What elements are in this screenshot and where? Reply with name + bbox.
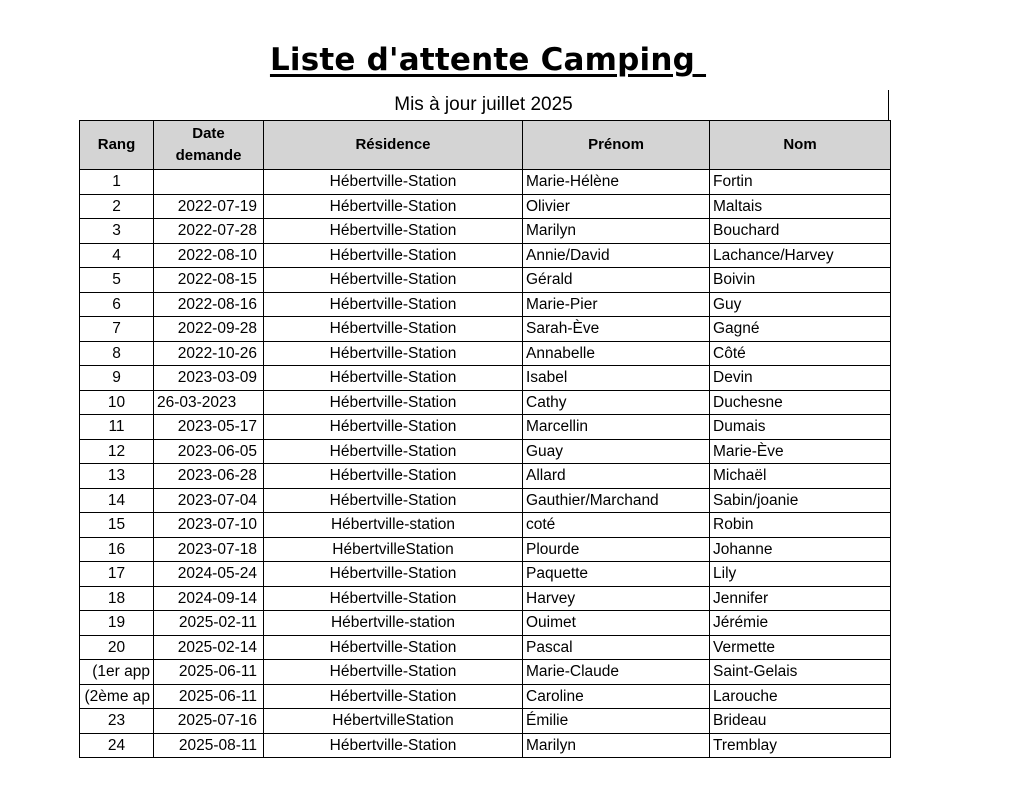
table-row [80, 317, 891, 342]
rang-cell: 8 [80, 341, 154, 366]
residence-cell: Hébertville-Station [264, 660, 523, 685]
prenom-cell: Olivier [523, 194, 710, 219]
date-cell: 26-03-2023 [154, 390, 264, 415]
prenom-cell: Caroline [523, 684, 710, 709]
nom-cell: Larouche [710, 684, 891, 709]
nom-cell: Saint-Gelais [710, 660, 891, 685]
table-row [80, 562, 891, 587]
rang-cell: (1er app [80, 660, 154, 685]
rang-cell: 3 [80, 219, 154, 244]
residence-cell: Hébertville-station [264, 513, 523, 538]
table-row [80, 292, 891, 317]
waitlist-table [79, 120, 891, 758]
rang-cell: 19 [80, 611, 154, 636]
date-cell: 2025-02-11 [154, 611, 264, 636]
table-row [80, 660, 891, 685]
prenom-cell: Marie-Hélène [523, 170, 710, 195]
residence-cell: Hébertville-Station [264, 243, 523, 268]
residence-cell: Hébertville-Station [264, 341, 523, 366]
residence-cell: Hébertville-Station [264, 170, 523, 195]
residence-cell: Hébertville-Station [264, 684, 523, 709]
rang-cell: 9 [80, 366, 154, 391]
table-header-row [80, 121, 891, 170]
residence-cell: Hébertville-Station [264, 733, 523, 758]
prenom-cell: Sarah-Ève [523, 317, 710, 342]
residence-cell: Hébertville-Station [264, 439, 523, 464]
table-row [80, 415, 891, 440]
date-cell: 2025-06-11 [154, 660, 264, 685]
prenom-cell: Émilie [523, 709, 710, 734]
rang-cell: 7 [80, 317, 154, 342]
residence-cell: Hébertville-Station [264, 488, 523, 513]
nom-cell: Guy [710, 292, 891, 317]
nom-cell: Maltais [710, 194, 891, 219]
table-row [80, 390, 891, 415]
date-cell: 2024-09-14 [154, 586, 264, 611]
rang-cell: 6 [80, 292, 154, 317]
rang-cell: 5 [80, 268, 154, 293]
table-row [80, 194, 891, 219]
nom-cell: Jennifer [710, 586, 891, 611]
date-cell: 2022-09-28 [154, 317, 264, 342]
nom-cell: Michaël [710, 464, 891, 489]
date-cell: 2023-06-28 [154, 464, 264, 489]
rang-cell: 13 [80, 464, 154, 489]
rang-cell: 1 [80, 170, 154, 195]
table-row [80, 586, 891, 611]
date-cell: 2025-06-11 [154, 684, 264, 709]
prenom-cell: Marilyn [523, 219, 710, 244]
nom-cell: Tremblay [710, 733, 891, 758]
date-cell: 2023-07-18 [154, 537, 264, 562]
prenom-cell: Plourde [523, 537, 710, 562]
page-title-text: Liste d'attente Camping [269, 42, 707, 78]
prenom-cell: Marie-Pier [523, 292, 710, 317]
date-cell: 2025-08-11 [154, 733, 264, 758]
nom-cell: Robin [710, 513, 891, 538]
table-row [80, 537, 891, 562]
date-cell [154, 170, 264, 195]
prenom-cell: Annabelle [523, 341, 710, 366]
residence-cell: Hébertville-Station [264, 635, 523, 660]
date-cell: 2023-07-10 [154, 513, 264, 538]
header-residence: Résidence [264, 121, 523, 170]
table-row [80, 170, 891, 195]
residence-cell: Hébertville-Station [264, 292, 523, 317]
nom-cell: Lachance/Harvey [710, 243, 891, 268]
date-cell: 2025-02-14 [154, 635, 264, 660]
prenom-cell: Pascal [523, 635, 710, 660]
rang-cell: (2ème ap [80, 684, 154, 709]
rang-cell: 10 [80, 390, 154, 415]
date-cell: 2025-07-16 [154, 709, 264, 734]
header-date [154, 121, 264, 170]
nom-cell: Dumais [710, 415, 891, 440]
residence-cell: Hébertville-Station [264, 219, 523, 244]
header-date-line2: demande [175, 147, 242, 164]
date-cell: 2023-07-04 [154, 488, 264, 513]
nom-cell: Côté [710, 341, 891, 366]
date-cell: 2022-08-10 [154, 243, 264, 268]
rang-cell: 15 [80, 513, 154, 538]
prenom-cell: Gauthier/Marchand [523, 488, 710, 513]
prenom-cell: Ouimet [523, 611, 710, 636]
rang-cell: 4 [80, 243, 154, 268]
nom-cell: Bouchard [710, 219, 891, 244]
prenom-cell: Paquette [523, 562, 710, 587]
header-date-line1: Date [192, 125, 225, 142]
date-cell: 2022-07-28 [154, 219, 264, 244]
date-cell: 2022-08-15 [154, 268, 264, 293]
rang-cell: 23 [80, 709, 154, 734]
table-row [80, 268, 891, 293]
nom-cell: Lily [710, 562, 891, 587]
nom-cell: Duchesne [710, 390, 891, 415]
date-cell: 2022-07-19 [154, 194, 264, 219]
residence-cell: Hébertville-Station [264, 562, 523, 587]
date-cell: 2023-06-05 [154, 439, 264, 464]
residence-cell: HébertvilleStation [264, 709, 523, 734]
table-row [80, 439, 891, 464]
nom-cell: Boivin [710, 268, 891, 293]
date-cell: 2022-08-16 [154, 292, 264, 317]
residence-cell: Hébertville-Station [264, 464, 523, 489]
residence-cell: Hébertville-Station [264, 366, 523, 391]
residence-cell: Hébertville-station [264, 611, 523, 636]
prenom-cell: coté [523, 513, 710, 538]
table-row [80, 341, 891, 366]
prenom-cell: Marie-Claude [523, 660, 710, 685]
date-cell: 2023-03-09 [154, 366, 264, 391]
rang-cell: 14 [80, 488, 154, 513]
rang-cell: 12 [80, 439, 154, 464]
rang-cell: 16 [80, 537, 154, 562]
residence-cell: Hébertville-Station [264, 390, 523, 415]
header-prenom: Prénom [523, 121, 710, 170]
header-nom: Nom [710, 121, 891, 170]
prenom-cell: Gérald [523, 268, 710, 293]
nom-cell: Gagné [710, 317, 891, 342]
nom-cell: Jérémie [710, 611, 891, 636]
date-cell: 2024-05-24 [154, 562, 264, 587]
residence-cell: Hébertville-Station [264, 586, 523, 611]
prenom-cell: Harvey [523, 586, 710, 611]
rang-cell: 24 [80, 733, 154, 758]
nom-cell: Sabin/joanie [710, 488, 891, 513]
prenom-cell: Cathy [523, 390, 710, 415]
nom-cell: Brideau [710, 709, 891, 734]
header-rang: Rang [80, 121, 154, 170]
prenom-cell: Isabel [523, 366, 710, 391]
rang-cell: 11 [80, 415, 154, 440]
table-row [80, 366, 891, 391]
table-row [80, 219, 891, 244]
table-row [80, 488, 891, 513]
update-subtitle: Mis à jour juillet 2025 [79, 90, 889, 120]
residence-cell: Hébertville-Station [264, 415, 523, 440]
prenom-cell: Guay [523, 439, 710, 464]
rang-cell: 17 [80, 562, 154, 587]
nom-cell: Devin [710, 366, 891, 391]
nom-cell: Johanne [710, 537, 891, 562]
table-row [80, 513, 891, 538]
prenom-cell: Marilyn [523, 733, 710, 758]
rang-cell: 20 [80, 635, 154, 660]
date-cell: 2022-10-26 [154, 341, 264, 366]
table-row [80, 635, 891, 660]
rang-cell: 2 [80, 194, 154, 219]
residence-cell: Hébertville-Station [264, 317, 523, 342]
residence-cell: HébertvilleStation [264, 537, 523, 562]
prenom-cell: Marcellin [523, 415, 710, 440]
residence-cell: Hébertville-Station [264, 268, 523, 293]
table-row [80, 243, 891, 268]
table-row [80, 684, 891, 709]
table-row [80, 709, 891, 734]
nom-cell: Marie-Ève [710, 439, 891, 464]
page-title [0, 40, 976, 80]
prenom-cell: Allard [523, 464, 710, 489]
table-row [80, 611, 891, 636]
rang-cell: 18 [80, 586, 154, 611]
nom-cell: Fortin [710, 170, 891, 195]
table-row [80, 464, 891, 489]
prenom-cell: Annie/David [523, 243, 710, 268]
table-row [80, 733, 891, 758]
date-cell: 2023-05-17 [154, 415, 264, 440]
nom-cell: Vermette [710, 635, 891, 660]
residence-cell: Hébertville-Station [264, 194, 523, 219]
